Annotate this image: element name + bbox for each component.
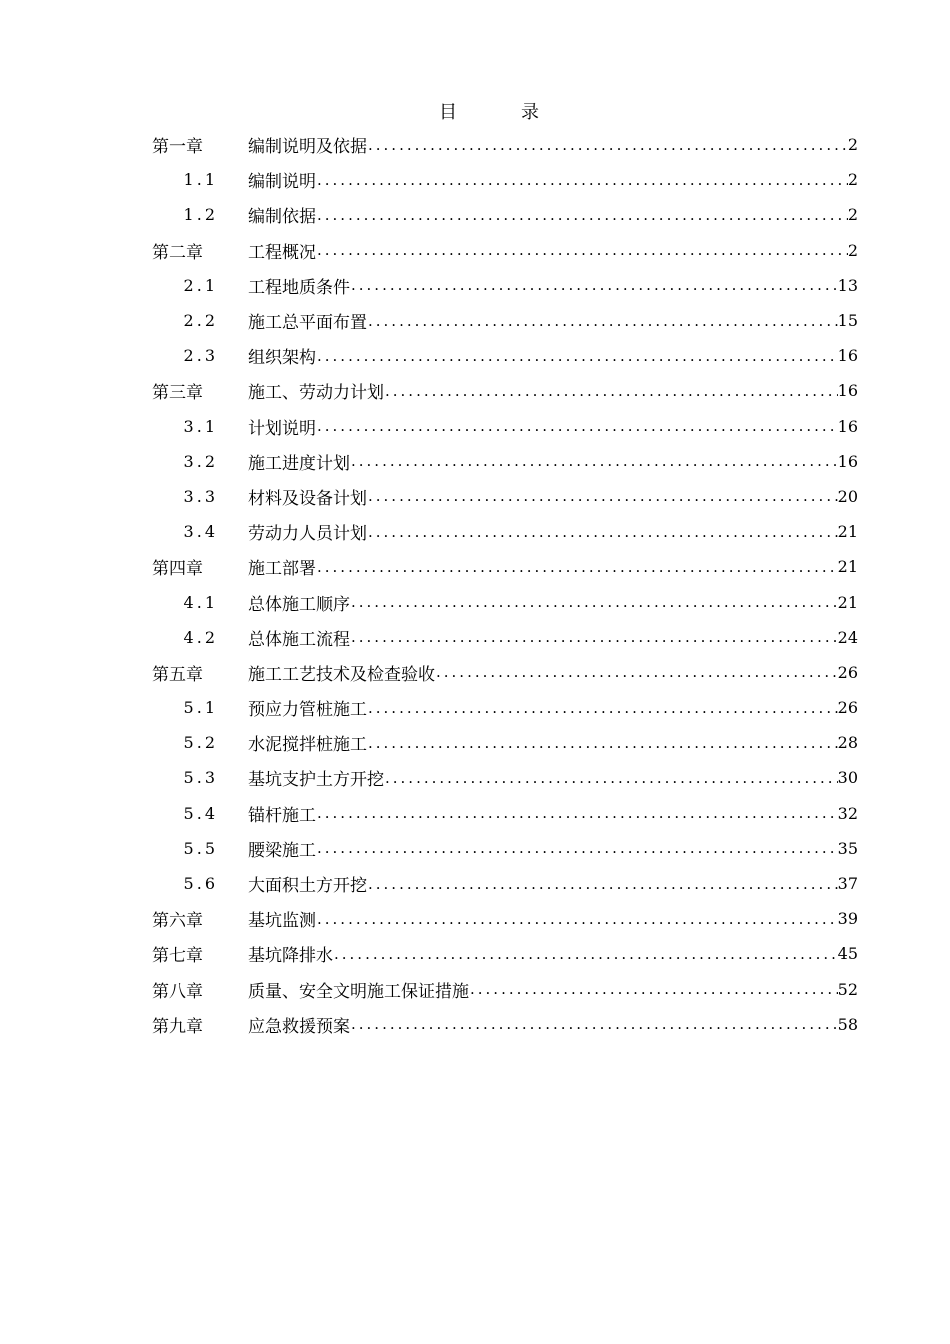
toc-entry-text: 材料及设备计划	[248, 488, 367, 509]
toc-entry-text: 基坑降排水	[248, 946, 333, 967]
toc-entry-text: 计划说明	[248, 418, 316, 439]
toc-leader-dots	[316, 171, 848, 189]
toc-entry-number: 3.3	[183, 486, 218, 506]
toc-leader-dots	[316, 910, 838, 928]
toc-leader-dots	[367, 699, 838, 717]
toc-entry-text: 编制说明及依据	[248, 137, 367, 158]
toc-entry-number: 第一章	[152, 137, 203, 158]
toc-leader-dots	[350, 452, 838, 470]
toc-leader-dots	[316, 839, 838, 857]
toc-entry-number: 1.2	[183, 205, 218, 225]
toc-entry[interactable]	[152, 197, 858, 232]
toc-entry[interactable]	[152, 162, 858, 197]
toc-entry[interactable]	[152, 690, 858, 725]
toc-entry-page: 35	[837, 838, 858, 858]
toc-entry[interactable]	[152, 479, 858, 514]
toc-entry-number: 3.1	[183, 416, 218, 436]
toc-entry-number: 4.2	[183, 627, 218, 647]
toc-leader-dots	[384, 769, 838, 787]
toc-entry[interactable]	[152, 549, 858, 584]
toc-entry-number: 5.6	[183, 874, 218, 894]
toc-entry[interactable]	[152, 866, 858, 901]
toc-entry-number: 第二章	[152, 242, 203, 263]
toc-entry-page: 24	[837, 627, 858, 647]
toc-entry[interactable]	[152, 972, 858, 1007]
toc-entry-page: 32	[837, 803, 858, 823]
toc-entry-text: 工程地质条件	[248, 277, 350, 298]
toc-entry-page: 2	[847, 135, 858, 155]
toc-entry-page: 16	[837, 346, 858, 366]
toc-entry-page: 16	[837, 451, 858, 471]
toc-entry-text: 劳动力人员计划	[248, 524, 367, 545]
toc-entry-number: 5.3	[183, 768, 218, 788]
toc-leader-dots	[316, 558, 838, 576]
toc-entry-page: 21	[837, 522, 858, 542]
toc-leader-dots	[316, 804, 838, 822]
toc-leader-dots	[350, 593, 838, 611]
toc-entry-text: 总体施工顺序	[248, 594, 350, 615]
toc-entry[interactable]	[152, 268, 858, 303]
toc-entry-text: 施工进度计划	[248, 453, 350, 474]
toc-leader-dots	[350, 276, 838, 294]
toc-leader-dots	[435, 663, 838, 681]
toc-entry-page: 26	[837, 662, 858, 682]
toc-entry-text: 应急救援预案	[248, 1016, 350, 1037]
toc-entry-number: 3.4	[183, 522, 218, 542]
toc-entry-page: 13	[837, 275, 858, 295]
toc-entry[interactable]	[152, 444, 858, 479]
toc-entry[interactable]	[152, 584, 858, 619]
toc-entry[interactable]	[152, 796, 858, 831]
toc-entry-text: 预应力管桩施工	[248, 700, 367, 721]
toc-entry-page: 2	[847, 170, 858, 190]
toc-entry[interactable]	[152, 373, 858, 408]
toc-entry-text: 编制依据	[248, 207, 316, 228]
toc-entry[interactable]	[152, 233, 858, 268]
toc-leader-dots	[316, 417, 838, 435]
toc-entry-page: 21	[837, 557, 858, 577]
toc-entry-number: 5.4	[183, 803, 218, 823]
toc-entry-page: 16	[837, 381, 858, 401]
toc-entry-page: 28	[837, 733, 858, 753]
toc-entry-text: 总体施工流程	[248, 629, 350, 650]
toc-leader-dots	[316, 347, 838, 365]
toc-entry[interactable]	[152, 303, 858, 338]
toc-entry-number: 第五章	[152, 664, 203, 685]
toc-leader-dots	[316, 241, 848, 259]
toc-entry-text: 施工工艺技术及检查验收	[248, 664, 435, 685]
toc-title	[0, 98, 950, 124]
toc-leader-dots	[367, 875, 838, 893]
toc-leader-dots	[367, 312, 838, 330]
toc-entry-page: 2	[847, 240, 858, 260]
toc-entry-number: 2.1	[183, 275, 218, 295]
toc-leader-dots	[350, 628, 838, 646]
toc-entry-number: 4.1	[183, 592, 218, 612]
toc-leader-dots	[367, 523, 838, 541]
toc-entry[interactable]	[152, 725, 858, 760]
toc-entry-number: 第九章	[152, 1016, 203, 1037]
toc-entry-text: 施工、劳动力计划	[248, 383, 384, 404]
toc-entry[interactable]	[152, 1007, 858, 1042]
toc-entry-page: 37	[837, 874, 858, 894]
toc-entry-page: 30	[837, 768, 858, 788]
toc-entry-number: 第六章	[152, 911, 203, 932]
toc-entry[interactable]	[152, 936, 858, 971]
toc-entry[interactable]	[152, 760, 858, 795]
toc-entry-text: 工程概况	[248, 242, 316, 263]
toc-entry-page: 26	[837, 698, 858, 718]
toc-entry-text: 组织架构	[248, 348, 316, 369]
toc-entry-text: 锚杆施工	[248, 805, 316, 826]
toc-entry-page: 15	[837, 311, 858, 331]
toc-entry[interactable]	[152, 655, 858, 690]
toc-entry-number: 5.1	[183, 698, 218, 718]
toc-leader-dots	[316, 206, 848, 224]
toc-entry-page: 58	[837, 1014, 858, 1034]
toc-entry-text: 水泥搅拌桩施工	[248, 735, 367, 756]
toc-entry-number: 第七章	[152, 946, 203, 967]
toc-entry[interactable]	[152, 620, 858, 655]
toc-title-left: 目	[439, 102, 457, 123]
toc-leader-dots	[384, 382, 838, 400]
toc-entry-text: 施工部署	[248, 559, 316, 580]
toc-leader-dots	[333, 945, 838, 963]
toc-entry[interactable]	[152, 514, 858, 549]
toc-entry[interactable]	[152, 831, 858, 866]
toc-leader-dots	[367, 136, 848, 154]
toc-list	[152, 127, 858, 1042]
toc-entry-page: 16	[837, 416, 858, 436]
toc-leader-dots	[367, 734, 838, 752]
toc-entry-text: 基坑支护土方开挖	[248, 770, 384, 791]
toc-entry[interactable]	[152, 901, 858, 936]
toc-entry-text: 基坑监测	[248, 911, 316, 932]
toc-entry-page: 21	[837, 592, 858, 612]
toc-leader-dots	[469, 980, 838, 998]
toc-entry[interactable]	[152, 127, 858, 162]
toc-entry-page: 52	[837, 979, 858, 999]
toc-entry-number: 第八章	[152, 981, 203, 1002]
toc-entry-number: 5.5	[183, 838, 218, 858]
toc-entry-page: 39	[837, 909, 858, 929]
toc-entry[interactable]	[152, 409, 858, 444]
toc-entry-text: 大面积土方开挖	[248, 876, 367, 897]
toc-entry-text: 编制说明	[248, 172, 316, 193]
toc-entry-number: 2.3	[183, 346, 218, 366]
toc-entry-number: 2.2	[183, 311, 218, 331]
toc-entry-page: 45	[837, 944, 858, 964]
toc-entry-page: 2	[847, 205, 858, 225]
toc-entry[interactable]	[152, 338, 858, 373]
toc-entry-number: 1.1	[183, 170, 218, 190]
toc-entry-number: 5.2	[183, 733, 218, 753]
toc-entry-page: 20	[837, 486, 858, 506]
toc-entry-text: 施工总平面布置	[248, 313, 367, 334]
toc-title-right: 录	[521, 102, 539, 123]
toc-entry-text: 腰梁施工	[248, 840, 316, 861]
toc-entry-number: 3.2	[183, 451, 218, 471]
toc-leader-dots	[367, 487, 838, 505]
toc-entry-text: 质量、安全文明施工保证措施	[248, 981, 469, 1002]
toc-leader-dots	[350, 1015, 838, 1033]
toc-entry-number: 第三章	[152, 383, 203, 404]
toc-entry-number: 第四章	[152, 559, 203, 580]
